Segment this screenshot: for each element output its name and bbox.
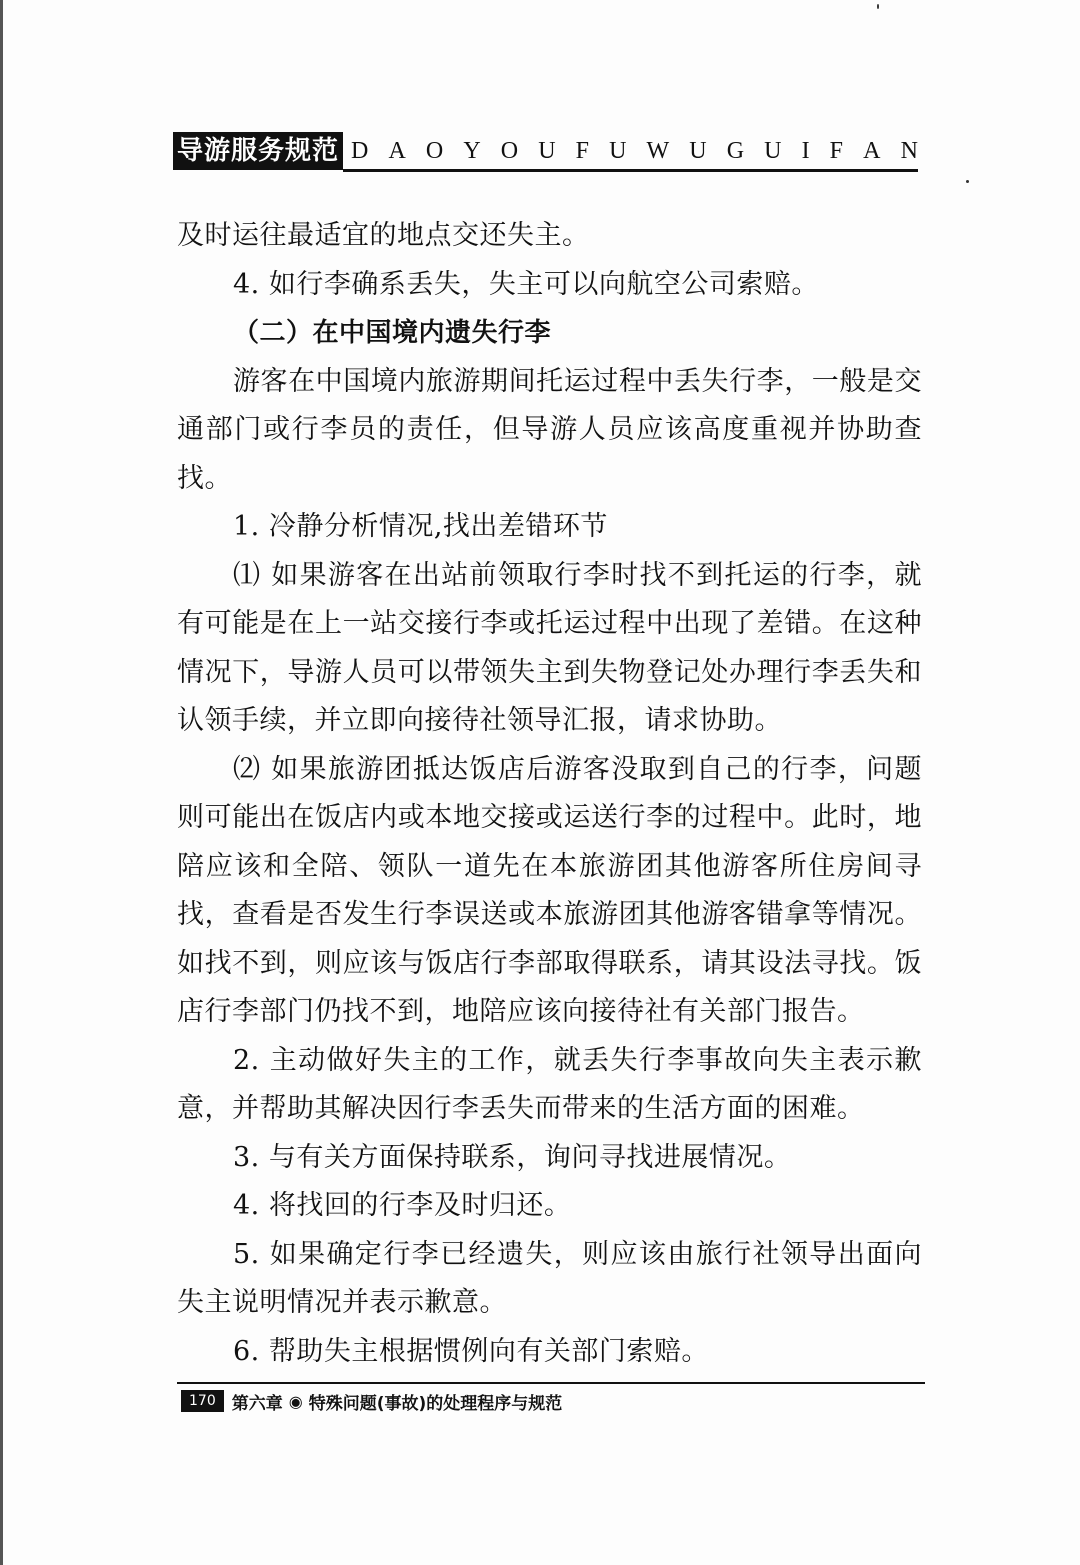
pinyin-letter: O [500, 138, 519, 164]
pinyin-letter: N [900, 138, 918, 164]
pinyin-letter: U [689, 138, 707, 164]
running-header [173, 128, 918, 172]
chapter-title: 特殊问题(事故)的处理程序与规范 [308, 1393, 563, 1414]
pinyin-letter: U [609, 138, 627, 164]
page-number: 170 [181, 1390, 224, 1412]
header-rule [343, 169, 918, 172]
paragraph: 5. 如果确定行李已经遗失，则应该由旅行社领导出面向失主说明情况并表示歉意。 [177, 1238, 922, 1318]
pinyin-letter: U [764, 138, 782, 164]
paragraph: 6. 帮助失主根据惯例向有关部门索赔。 [233, 1335, 709, 1367]
pinyin-letter: W [646, 138, 670, 164]
paragraph: ⑵ 如果旅游团抵达饭店后游客没取到自己的行李，问题则可能出在饭店内或本地交接或运送行李的过程中。此时，地陪应该和全陪、领队一道先在本旅游团其他游客所住房间寻找，查看是否发生行李误送或本旅游团其他游客错拿等情况。如找不到，则应该与饭店行李部取得联系，请其设法寻找。饭店行李部门仍找不到，地陪应该向接待社有关部门报告。 [177, 753, 922, 1027]
bullet-icon: ◉ [288, 1391, 303, 1411]
body-text [177, 212, 922, 1376]
book-title-pinyin [351, 136, 918, 166]
page-edge [0, 0, 3, 1565]
scan-speck [966, 180, 969, 183]
paragraph: 4. 将找回的行李及时归还。 [233, 1190, 572, 1221]
section-heading: （二）在中国境内遗失行李 [233, 318, 552, 348]
pinyin-letter: D [351, 138, 369, 164]
pinyin-letter: U [538, 138, 556, 164]
paragraph: 4. 如行李确系丢失，失主可以向航空公司索赔。 [233, 268, 819, 300]
running-footer [181, 1388, 562, 1414]
chapter-label: 第六章 [231, 1393, 283, 1414]
paragraph: 3. 与有关方面保持联系，询问寻找进展情况。 [233, 1141, 792, 1173]
paragraph: 1. 冷静分析情况,找出差错环节 [233, 511, 608, 542]
pinyin-letter: I [801, 138, 810, 164]
pinyin-letter: A [863, 138, 881, 164]
footer-rule [177, 1382, 925, 1384]
pinyin-letter: Y [463, 138, 481, 164]
pinyin-letter: A [388, 138, 406, 164]
paragraph: ⑴ 如果游客在出站前领取行李时找不到托运的行李，就有可能是在上一站交接行李或托运过程中出现了差错。在这种情况下，导游人员可以带领失主到失物登记处办理行李丢失和认领手续，并立即向接待社领导汇报，请求协助。 [177, 559, 922, 736]
pinyin-letter: F [829, 138, 844, 164]
pinyin-letter: F [575, 138, 589, 164]
paragraph: 2. 主动做好失主的工作，就丢失行李事故向失主表示歉意，并帮助其解决因行李丢失而带来的生活方面的困难。 [177, 1044, 922, 1124]
scan-speck [877, 4, 879, 9]
paragraph: 及时运往最适宜的地点交还失主。 [177, 220, 590, 251]
pinyin-letter: O [425, 138, 444, 164]
book-title-badge: 导游服务规范 [173, 132, 343, 170]
pinyin-letter: G [726, 138, 745, 164]
paragraph: 游客在中国境内旅游期间托运过程中丢失行李，一般是交通部门或行李员的责任，但导游人员应该高度重视并协助查找。 [177, 365, 922, 494]
